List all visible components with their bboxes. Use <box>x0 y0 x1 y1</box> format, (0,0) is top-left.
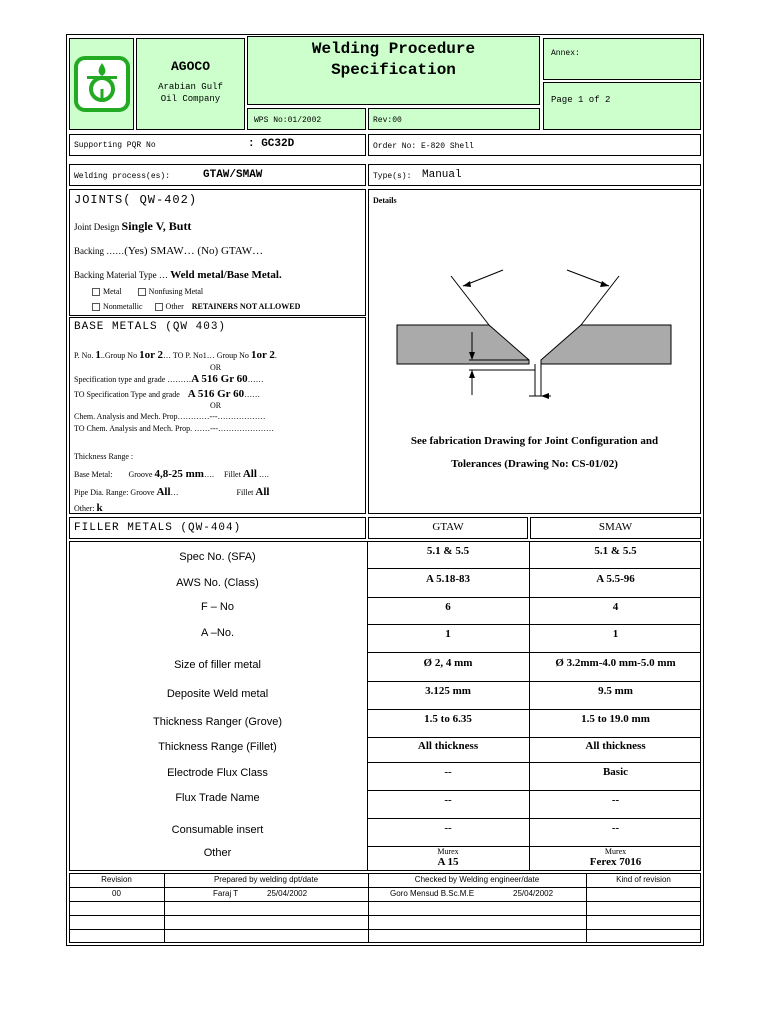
other-label-base: Other: <box>74 504 95 513</box>
retainers-note: RETAINERS NOT ALLOWED <box>191 302 301 311</box>
joints-heading: JOINTS( QW-402) <box>74 193 198 207</box>
filler-gtaw-value: 1.5 to 6.35 <box>424 713 472 725</box>
pipe-row <box>74 486 269 498</box>
filler-smaw-value: 9.5 mm <box>598 685 633 697</box>
page-number: Page 1 of 2 <box>551 95 611 105</box>
order-number: Order No: E-820 Shell <box>373 142 474 151</box>
revision-header: Kind of revision <box>616 875 671 884</box>
filler-smaw-value: All thickness <box>585 739 646 752</box>
gtaw-header: GTAW <box>432 521 464 533</box>
prepared-by-date: 25/04/2002 <box>267 889 308 898</box>
filler-smaw-value: Basic <box>602 766 629 778</box>
groove-label: Groove <box>128 470 153 479</box>
filler-row-label: Deposite Weld metal <box>166 688 269 700</box>
pqr-value: : GC32D <box>248 138 295 150</box>
checked-by-date: 25/04/2002 <box>513 889 554 898</box>
metal-label: Metal <box>103 287 122 296</box>
filler-row-divider <box>367 709 700 710</box>
filler-gtaw-value: All thickness <box>417 739 479 752</box>
filler-gtaw-value: 3.125 mm <box>425 685 471 697</box>
revision-header: Revision <box>101 875 132 884</box>
smaw-header-cell <box>530 517 701 539</box>
filler-smaw-value: Ferex 7016 <box>589 856 642 868</box>
filler-gtaw-value: A 15 <box>437 856 459 868</box>
backing-material-value: Weld metal/Base Metal. <box>170 269 282 281</box>
pqr-label: Supporting PQR No <box>74 141 156 150</box>
spec-label: Specification type and grade ……… <box>74 375 192 384</box>
spec-row <box>74 373 264 385</box>
filler-gtaw-value: -- <box>444 766 452 778</box>
nonfusing-label: Nonfusing Metal <box>148 287 204 296</box>
filler-smaw-value: 4 <box>612 600 619 613</box>
company-sub-1: Arabian Gulf <box>158 82 223 92</box>
to-spec-row <box>74 388 260 400</box>
pipe-end: … <box>170 488 179 497</box>
filler-smaw-value: Ø 3.2mm-4.0 mm-5.0 mm <box>555 656 676 669</box>
prepared-by-name: Faraj T <box>213 889 239 898</box>
pipe-value: All <box>156 486 171 498</box>
filler-row-label: Electrode Flux Class <box>167 767 268 779</box>
filler-row-label: Thickness Ranger (Grove) <box>153 716 282 728</box>
other-checkbox[interactable] <box>155 303 163 311</box>
checked-by-name: Goro Mensud B.Sc.M.E <box>390 889 475 898</box>
filler-row-divider <box>367 652 700 653</box>
or-2: OR <box>210 401 222 410</box>
logo-cell <box>69 38 134 130</box>
filler-smaw-value: -- <box>611 822 620 834</box>
backing-material-label: Backing Material Type … <box>74 270 168 280</box>
page-cell <box>543 82 701 130</box>
details-label: Details <box>373 196 397 205</box>
process-label: Welding process(es): <box>74 172 171 181</box>
metal-checkbox[interactable] <box>92 288 100 296</box>
backing-value: (Yes) SMAW… (No) GTAW… <box>124 245 264 257</box>
filler-row-label: AWS No. (Class) <box>176 577 259 589</box>
revision-number: 00 <box>112 889 121 898</box>
smaw-header: SMAW <box>598 521 633 533</box>
filler-smaw-value: 5.1 & 5.5 <box>594 544 637 557</box>
pno-text-b: ..Group No <box>100 351 138 360</box>
backing-row <box>74 245 263 257</box>
filler-smaw-value: 1 <box>612 628 619 640</box>
backing-options-row1 <box>92 287 203 296</box>
wps-no-cell <box>247 108 366 130</box>
to-spec-value: A 516 Gr 60 <box>187 388 245 400</box>
title-cell <box>247 36 540 105</box>
filler-smaw-small: Murex <box>604 847 627 856</box>
filler-row-divider <box>367 568 700 569</box>
pno-text-c: … TO P. No1… Group No <box>163 351 249 360</box>
filler-heading: FILLER METALS (QW-404) <box>74 522 242 534</box>
filler-smaw-value: -- <box>611 794 620 806</box>
thickness-range-label: Thickness Range : <box>74 452 134 461</box>
company-name: AGOCO <box>170 59 210 74</box>
pipe-fillet-value: All <box>255 486 270 498</box>
filler-row-divider <box>367 818 700 819</box>
drawing-note-line-1: See fabrication Drawing for Joint Configuration and <box>410 435 659 447</box>
annex-label: Annex: <box>551 49 580 58</box>
type-label: Type(s): <box>373 172 412 181</box>
agoco-logo-icon <box>73 55 131 113</box>
backing-material-row <box>74 269 282 281</box>
other-label: Other <box>165 302 184 311</box>
company-cell <box>136 38 245 130</box>
filler-smaw-value: 1.5 to 19.0 mm <box>581 713 650 725</box>
groove-value: 4,8-25 mm <box>154 468 204 480</box>
filler-row-label: Size of filler metal <box>174 659 261 671</box>
base-metal-label: Base Metal: <box>74 470 113 479</box>
backing-options-row2 <box>92 302 300 311</box>
nonmetallic-label: Nonmetallic <box>103 302 143 311</box>
filler-gtaw-value: -- <box>444 794 452 806</box>
filler-row-label: Other <box>203 847 232 859</box>
page-title-line-1: Welding Procedure <box>311 40 476 58</box>
revision-header: Checked by Welding engineer/date <box>414 875 540 884</box>
filler-gtaw-value: A 5.18-83 <box>426 572 470 585</box>
filler-row-divider <box>367 681 700 682</box>
filler-smaw-value: A 5.5-96 <box>596 572 635 585</box>
revision-header: Prepared by welding dpt/date <box>213 875 319 884</box>
filler-row-divider <box>367 790 700 791</box>
filler-row-label: Thickness Range (Fillet) <box>158 741 277 753</box>
company-sub-2: Oil Company <box>160 94 221 104</box>
joint-design-value: Single V, Butt <box>121 219 192 233</box>
chem-row-1: Chem. Analysis and Mech. Prop…………---……………… <box>74 412 266 421</box>
pqr-cell <box>69 134 366 156</box>
filler-row-divider <box>367 597 700 598</box>
gtaw-header-cell <box>368 517 528 539</box>
spec-end: …… <box>247 375 264 384</box>
joint-design-label: Joint Design <box>74 222 120 232</box>
backing-label: Backing …… <box>74 246 125 256</box>
to-spec-label: TO Specification Type and grade <box>74 390 180 399</box>
pipe-label: Pipe Dia. Range: Groove <box>74 488 155 497</box>
filler-gtaw-value: -- <box>444 822 452 834</box>
base-metals-section <box>69 317 366 514</box>
type-cell <box>368 164 701 186</box>
order-cell <box>368 134 701 156</box>
wps-number: WPS No:01/2002 <box>254 116 322 125</box>
filler-gtaw-value: 5.1 & 5.5 <box>426 544 470 557</box>
filler-row-label: F – No <box>200 601 234 613</box>
filler-row-label: Consumable insert <box>171 824 264 836</box>
fillet-label: Fillet <box>223 470 241 479</box>
filler-row-label: Flux Trade Name <box>175 792 260 804</box>
filler-gtaw-value: 6 <box>445 600 451 613</box>
joint-drawing <box>369 240 700 460</box>
filler-gtaw-value: Ø 2, 4 mm <box>423 656 473 669</box>
fillet-end: …. <box>258 470 269 479</box>
pno-end: . <box>274 351 277 360</box>
pno-text-a: P. No. <box>74 351 94 360</box>
to-spec-end: …… <box>244 390 261 399</box>
pno-row <box>74 349 277 361</box>
other-row <box>74 502 103 514</box>
rev-cell <box>368 108 540 130</box>
pipe-fillet-label: Fillet <box>236 488 254 497</box>
process-value: GTAW/SMAW <box>203 169 263 181</box>
filler-row-label: A –No. <box>200 627 235 639</box>
annex-cell <box>543 38 701 80</box>
spec-value: A 516 Gr 60 <box>191 373 248 385</box>
pno-value-c: 1or 2 <box>250 349 275 361</box>
filler-row-divider <box>367 737 700 738</box>
pno-value-a: 1 <box>95 349 101 361</box>
process-cell <box>69 164 366 186</box>
other-value-base: k <box>96 502 103 514</box>
filler-row-label: Spec No. (SFA) <box>179 551 256 563</box>
type-value: Manual <box>422 169 462 181</box>
filler-row-divider <box>367 624 700 625</box>
joint-design-row <box>74 219 191 234</box>
filler-row-divider <box>367 762 700 763</box>
filler-gtaw-value: 1 <box>445 628 451 640</box>
base-metals-heading: BASE METALS (QW 403) <box>74 321 227 333</box>
base-metal-row <box>74 468 269 480</box>
page-title-line-2: Specification <box>331 61 456 79</box>
or-1: OR <box>210 363 222 372</box>
filler-heading-cell <box>69 517 366 539</box>
nonfusing-checkbox[interactable] <box>138 288 146 296</box>
rev-number: Rev:00 <box>373 116 402 125</box>
details-section <box>368 189 701 514</box>
drawing-note-line-2: Tolerances (Drawing No: CS-01/02) <box>451 458 618 470</box>
chem-row-2: TO Chem. Analysis and Mech. Prop. ……---………………… <box>74 424 275 433</box>
fillet-value: All <box>242 468 257 480</box>
pno-value-b: 1or 2 <box>139 349 163 361</box>
nonmetallic-checkbox[interactable] <box>92 303 100 311</box>
groove-end: …. <box>203 470 214 479</box>
joints-section <box>69 189 366 316</box>
filler-gtaw-small: Murex <box>437 847 459 856</box>
